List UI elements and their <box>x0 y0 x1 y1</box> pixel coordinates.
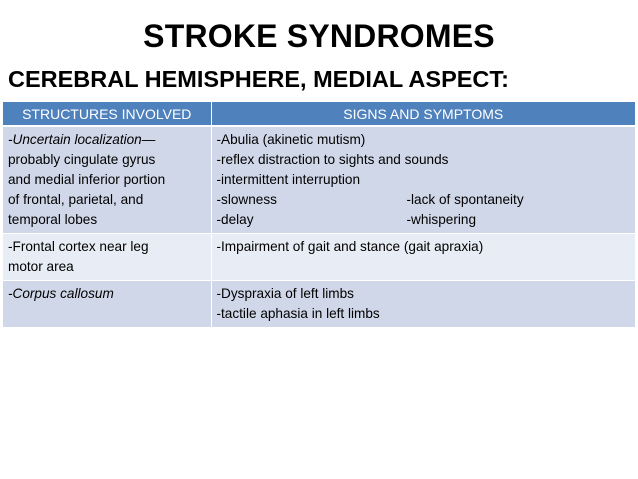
table-row <box>3 281 635 328</box>
stroke-syndromes-table <box>3 102 635 328</box>
symptom-line: -delay <box>216 212 254 227</box>
table-row <box>3 234 635 281</box>
symptom-line: -lack of spontaneity <box>406 192 524 207</box>
symptom-line: -whispering <box>406 212 477 227</box>
symptom-pair <box>217 190 632 210</box>
structure-cell <box>3 126 211 234</box>
table-header-row <box>3 102 635 126</box>
structure-line: -Corpus callosum <box>8 286 114 301</box>
header-signs-symptoms: SIGNS AND SYMPTOMS <box>211 102 635 126</box>
symptom-line: -slowness <box>216 192 277 207</box>
symptoms-cell <box>211 281 635 328</box>
structure-line: and medial inferior portion <box>8 172 166 187</box>
slide-subtitle: CEREBRAL HEMISPHERE, MEDIAL ASPECT: <box>8 66 509 92</box>
structure-italic-text: -Uncertain localization <box>8 132 142 147</box>
symptom-line: -Impairment of gait and stance (gait apraxia) <box>216 239 484 254</box>
structure-dash: — <box>141 132 156 147</box>
table-row <box>3 126 635 234</box>
symptom-line: -intermittent interruption <box>216 172 361 187</box>
structure-line <box>8 130 207 150</box>
symptom-line: -Dyspraxia of left limbs <box>216 286 354 301</box>
symptom-pair <box>217 210 632 230</box>
structure-line: probably cingulate gyrus <box>8 152 156 167</box>
structure-line: of frontal, parietal, and <box>8 192 144 207</box>
symptom-line: -Abulia (akinetic mutism) <box>216 132 366 147</box>
symptom-line: -reflex distraction to sights and sounds <box>216 152 449 167</box>
header-structures: STRUCTURES INVOLVED <box>3 102 211 126</box>
symptoms-cell <box>211 126 635 234</box>
symptom-line: -tactile aphasia in left limbs <box>216 306 380 321</box>
slide-title: STROKE SYNDROMES <box>143 18 495 54</box>
structure-line: temporal lobes <box>8 212 98 227</box>
structure-line: motor area <box>8 259 74 274</box>
structure-line: -Frontal cortex near leg <box>8 239 149 254</box>
structure-cell <box>3 234 211 281</box>
symptoms-cell <box>211 234 635 281</box>
structure-cell <box>3 281 211 328</box>
